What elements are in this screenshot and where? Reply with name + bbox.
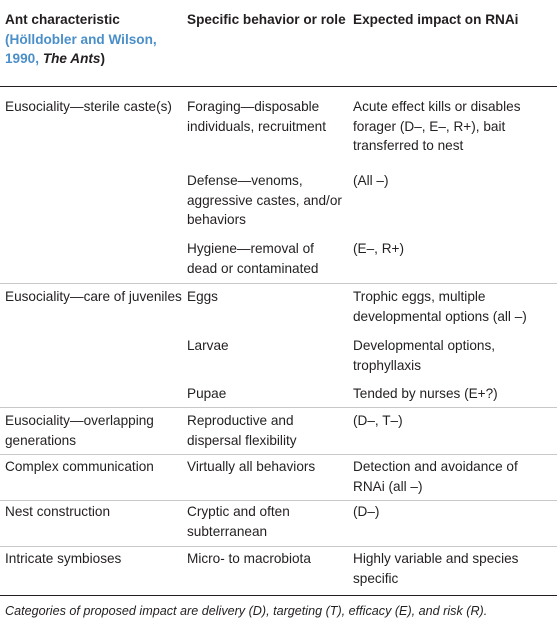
table-footnote: Categories of proposed impact are delivery (D), targeting (T), efficacy (E), and risk (R). (5, 604, 488, 618)
cell-impact: Highly variable and species specific (353, 551, 519, 586)
table-bottom-rule (0, 595, 557, 596)
cell-impact: (D–, T–) (353, 413, 403, 428)
cell-impact: Tended by nurses (E+?) (353, 386, 498, 401)
cell-behavior: Hygiene—removal of dead or contaminated (187, 241, 319, 276)
cell-behavior: Micro- to macrobiota (187, 551, 311, 566)
header-expected-impact: Expected impact on RNAi (353, 12, 519, 27)
header-specific-behavior: Specific behavior or role (187, 12, 346, 27)
cell-behavior: Reproductive and dispersal flexibility (187, 413, 297, 448)
cell-behavior: Foraging—disposable individuals, recruitment (187, 99, 327, 134)
header-col1-citation[interactable] (5, 32, 157, 67)
cell-impact: (All –) (353, 173, 389, 188)
cell-impact: (E–, R+) (353, 241, 404, 256)
header-col1-title: Ant characteristic (5, 12, 120, 27)
row-divider (0, 500, 557, 501)
citation-text[interactable]: (Hölldobler and Wilson, 1990, (5, 31, 157, 66)
table-header (0, 0, 557, 87)
cell-characteristic: Eusociality—sterile caste(s) (5, 99, 172, 114)
header-ant-characteristic (5, 10, 183, 69)
cell-characteristic: Complex communication (5, 459, 154, 474)
cell-behavior: Larvae (187, 338, 229, 353)
cell-impact: Detection and avoidance of RNAi (all –) (353, 459, 518, 494)
cell-impact: (D–) (353, 504, 380, 519)
cell-characteristic: Intricate symbioses (5, 551, 122, 566)
cell-behavior: Virtually all behaviors (187, 459, 316, 474)
cell-behavior: Eggs (187, 289, 218, 304)
cell-behavior: Defense—venoms, aggressive castes, and/or behaviors (187, 173, 342, 227)
row-divider (0, 454, 557, 455)
citation-close: ) (100, 51, 105, 66)
cell-behavior: Pupae (187, 386, 227, 401)
citation-book-title: The Ants (42, 51, 101, 66)
cell-impact: Trophic eggs, multiple developmental options (all –) (353, 289, 527, 324)
cell-impact: Acute effect kills or disables forager (D–, E–, R+), bait transferred to nest (353, 99, 521, 153)
cell-characteristic: Nest construction (5, 504, 111, 519)
row-divider (0, 283, 557, 284)
row-divider (0, 407, 557, 408)
cell-behavior: Cryptic and often subterranean (187, 504, 290, 539)
row-divider (0, 546, 557, 547)
cell-impact: Developmental options, trophyllaxis (353, 338, 496, 373)
cell-characteristic: Eusociality—overlapping generations (5, 413, 154, 448)
cell-characteristic: Eusociality—care of juveniles (5, 289, 182, 304)
